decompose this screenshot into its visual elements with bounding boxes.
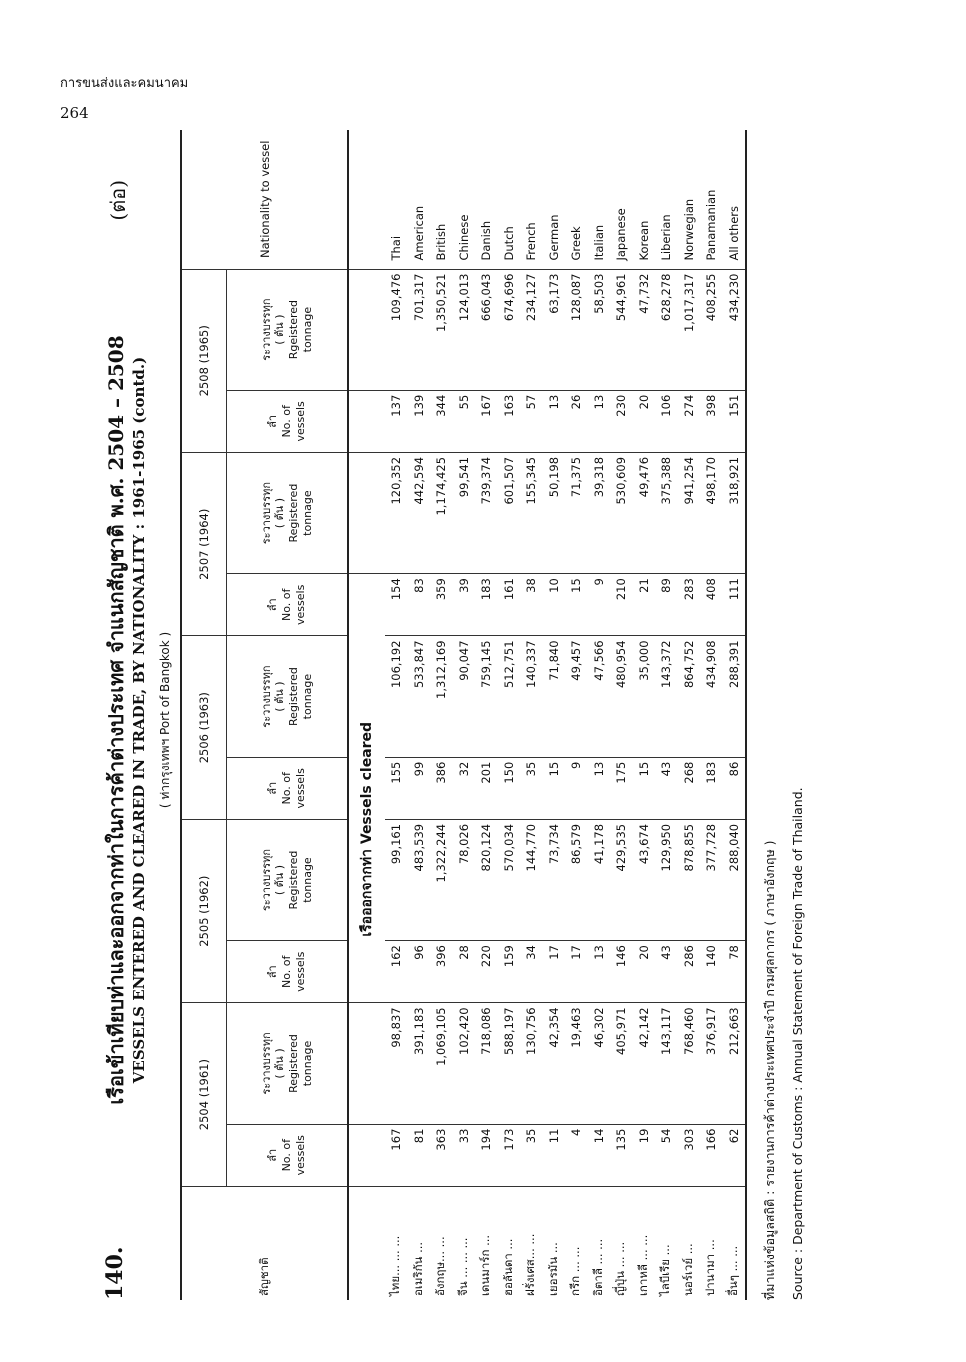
nationality-thai-cell: เดนมาร์ก ... [478,1234,493,1296]
table-title-english: VESSELS ENTERED AND CLEARED IN TRADE, BY NATIONALITY : 1961-1965 (contd.) [130,356,148,1084]
nationality-thai-header: สัญชาติ [181,1186,348,1300]
year-header: 2507 (1964) [181,452,227,635]
tonnage-cell: 212,663 [723,1003,747,1124]
tonnage-cell: 601,507 [498,452,521,573]
nationality-thai-cell: เยอรมัน ... [545,1242,560,1296]
tonnage-cell: 234,127 [520,269,543,390]
tonnage-cell: 864,752 [678,636,701,757]
tonnage-cell: 86,579 [565,819,588,940]
nationality-en-header: Nationality to vessel [181,130,348,269]
tonnage-cell: 155,345 [520,452,543,573]
tonnage-cell: 58,503 [588,269,611,390]
tonnage-cell: 674,696 [498,269,521,390]
tonnage-cell: 35,000 [633,636,656,757]
table-title-thai: เรือเข้าเทียบท่าและออกจากท่าในการค้าต่างประเทศ จำแนกสัญชาติ พ.ศ. 2504 – 2508 [104,335,128,1105]
tonnage-cell: 19,463 [565,1003,588,1124]
vessels-cell: 167 [475,390,498,452]
vessels-cell: 19 [633,1124,656,1186]
vessels-cell: 78 [723,941,747,1003]
vessels-cell: 408 [700,574,723,636]
table-row [723,130,747,1300]
vessels-cell: 398 [700,390,723,452]
nationality-thai-cell: ฮอลันดา ... [500,1238,515,1296]
nationality-en-cell: All others [723,130,747,269]
tonnage-cell: 124,013 [453,269,476,390]
tonnage-cell: 533,847 [408,636,431,757]
vessels-cell: 111 [723,574,747,636]
nationality-thai-cell: ไลบีเรีย ... [658,1244,673,1296]
table-row [588,130,611,1300]
vessels-cell: 163 [498,390,521,452]
vessels-cell: 35 [520,757,543,819]
vessels-cell: 28 [453,941,476,1003]
nationality-thai-cell: นอร์เวย์ ... [680,1243,695,1296]
vessels-cell: 201 [475,757,498,819]
nationality-thai-cell: อังกฤษ... ... [433,1236,448,1296]
vessels-cell: 9 [565,757,588,819]
tonnage-cell: 376,917 [700,1003,723,1124]
vessels-cell: 210 [610,574,633,636]
vessels-cell: 139 [408,390,431,452]
tonnage-cell: 480,954 [610,636,633,757]
tonnage-cell: 434,908 [700,636,723,757]
vessels-cell: 363 [430,1124,453,1186]
vessels-subheader: ลำ No. of vessels [227,941,349,1003]
tonnage-cell: 1,069,105 [430,1003,453,1124]
section-label: เรือออกจากท่า Vessels cleared [359,721,375,937]
tonnage-cell: 90,047 [453,636,476,757]
tonnage-cell: 49,476 [633,452,656,573]
vessels-cell: 274 [678,390,701,452]
tonnage-cell: 109,476 [385,269,408,390]
tonnage-cell: 78,026 [453,819,476,940]
vessels-cell: 15 [633,757,656,819]
vessels-cell: 13 [543,390,566,452]
vessels-cell: 13 [588,390,611,452]
nationality-en-cell: Chinese [453,130,476,269]
tonnage-cell: 375,388 [655,452,678,573]
table-row [520,130,543,1300]
nationality-en-cell: Panamanian [700,130,723,269]
vessels-cell: 17 [565,941,588,1003]
vessels-cell: 35 [520,1124,543,1186]
tonnage-cell: 99,541 [453,452,476,573]
vessels-cell: 43 [655,941,678,1003]
source-english: Source : Department of Customs : Annual Statement of Foreign Trade of Thailand. [790,787,805,1300]
tonnage-cell: 1,174,425 [430,452,453,573]
vessels-cell: 151 [723,390,747,452]
vessels-cell: 175 [610,757,633,819]
tonnage-cell: 71,840 [543,636,566,757]
tonnage-cell: 878,855 [678,819,701,940]
vessels-cell: 38 [520,574,543,636]
nationality-en-cell: Italian [588,130,611,269]
nationality-thai-cell: ฝรั่งเศส... ... [523,1233,538,1296]
vessels-cell: 83 [408,574,431,636]
nationality-thai-cell: ไทย... ... ... [388,1235,403,1296]
tonnage-cell: 498,170 [700,452,723,573]
nationality-en-cell: Korean [633,130,656,269]
tonnage-subheader: ระวางบรรทุก ( ตัน ) Registered tonnage [227,1003,349,1124]
nationality-thai-cell: เกาหลี ... ... [635,1234,650,1296]
tonnage-cell: 143,117 [655,1003,678,1124]
vessels-cell: 137 [385,390,408,452]
tonnage-cell: 129,950 [655,819,678,940]
tonnage-cell: 130,756 [520,1003,543,1124]
tonnage-cell: 288,391 [723,636,747,757]
tonnage-cell: 143,372 [655,636,678,757]
table-row [498,130,521,1300]
tonnage-cell: 701,317 [408,269,431,390]
vessels-cell: 220 [475,941,498,1003]
table-row [565,130,588,1300]
vessels-cell: 173 [498,1124,521,1186]
tonnage-cell: 1,322,244 [430,819,453,940]
table-row [610,130,633,1300]
vessels-cell: 161 [498,574,521,636]
vessels-cell: 154 [385,574,408,636]
nationality-thai-cell: อิตาลี ... ... [590,1238,605,1296]
tonnage-cell: 442,594 [408,452,431,573]
nationality-en-cell: German [543,130,566,269]
vessels-table [180,130,747,1300]
vessels-cell: 166 [700,1124,723,1186]
nationality-en-cell: American [408,130,431,269]
tonnage-cell: 588,197 [498,1003,521,1124]
vessels-cell: 106 [655,390,678,452]
tonnage-cell: 42,354 [543,1003,566,1124]
tonnage-cell: 405,971 [610,1003,633,1124]
vessels-cell: 396 [430,941,453,1003]
nationality-thai-cell: อื่นๆ ... ... [725,1245,740,1296]
tonnage-cell: 512,751 [498,636,521,757]
tonnage-cell: 71,375 [565,452,588,573]
source-thai: ที่มาแห่งข้อมูลสถิติ : รายงานการค้าต่างประเทศประจำปี กรมศุลกากร ( ภาษาอังกฤษ ) [762,840,777,1300]
table-number: 140. [102,1246,128,1300]
vessels-cell: 20 [633,390,656,452]
vessels-cell: 21 [633,574,656,636]
tonnage-cell: 530,609 [610,452,633,573]
vessels-cell: 359 [430,574,453,636]
vessels-cell: 286 [678,941,701,1003]
vessels-cell: 140 [700,941,723,1003]
vessels-cell: 11 [543,1124,566,1186]
tonnage-cell: 628,278 [655,269,678,390]
nationality-thai-cell: ปานามา ... [703,1239,718,1296]
nationality-thai-cell: ญี่ปุ่น ... ... [613,1241,628,1296]
tonnage-cell: 768,460 [678,1003,701,1124]
vessels-cell: 89 [655,574,678,636]
tonnage-cell: 666,043 [475,269,498,390]
vessels-cell: 55 [453,390,476,452]
table-row [678,130,701,1300]
table-title-contd: (ต่อ) [106,180,130,221]
tonnage-cell: 941,254 [678,452,701,573]
tonnage-cell: 47,566 [588,636,611,757]
table-row [430,130,453,1300]
tonnage-cell: 128,087 [565,269,588,390]
nationality-thai-cell: อเมริกัน ... [410,1241,425,1296]
vessels-cell: 9 [588,574,611,636]
nationality-en-cell: Thai [385,130,408,269]
vessels-cell: 15 [543,757,566,819]
tonnage-cell: 50,198 [543,452,566,573]
vessels-cell: 15 [565,574,588,636]
vessels-cell: 39 [453,574,476,636]
table-port: ( ท่ากรุงเทพฯ Port of Bangkok ) [158,631,172,809]
tonnage-cell: 1,312,169 [430,636,453,757]
tonnage-cell: 434,230 [723,269,747,390]
tonnage-cell: 288,040 [723,819,747,940]
vessels-subheader: ลำ No. of vessels [227,574,349,636]
vessels-cell: 13 [588,757,611,819]
table-row [475,130,498,1300]
table-row [700,130,723,1300]
section-title: การขนส่งและคมนาคม [60,76,189,91]
vessels-cell: 230 [610,390,633,452]
vessels-cell: 344 [430,390,453,452]
tonnage-cell: 39,318 [588,452,611,573]
vessels-cell: 14 [588,1124,611,1186]
tonnage-cell: 46,302 [588,1003,611,1124]
vessels-cell: 150 [498,757,521,819]
year-header: 2504 (1961) [181,1003,227,1186]
vessels-cell: 4 [565,1124,588,1186]
tonnage-cell: 391,183 [408,1003,431,1124]
vessels-cell: 386 [430,757,453,819]
vessels-cell: 20 [633,941,656,1003]
nationality-thai-cell: จีน ... ... ... [455,1237,470,1296]
nationality-en-cell: Danish [475,130,498,269]
table-body [348,130,746,1300]
vessels-cell: 268 [678,757,701,819]
vessels-cell: 135 [610,1124,633,1186]
year-header: 2506 (1963) [181,636,227,819]
tonnage-cell: 429,535 [610,819,633,940]
vessels-cell: 62 [723,1124,747,1186]
section-row [348,130,385,1300]
nationality-en-cell: Greek [565,130,588,269]
year-header: 2505 (1962) [181,819,227,1002]
vessels-cell: 162 [385,941,408,1003]
vessels-cell: 26 [565,390,588,452]
vessels-cell: 167 [385,1124,408,1186]
vessels-cell: 96 [408,941,431,1003]
tonnage-cell: 41,178 [588,819,611,940]
table-row [655,130,678,1300]
nationality-en-cell: Japanese [610,130,633,269]
vessels-cell: 81 [408,1124,431,1186]
tonnage-cell: 1,350,521 [430,269,453,390]
footnotes [760,787,815,1300]
table-row [385,130,408,1300]
tonnage-subheader: ระวางบรรทุก ( ตัน ) Rgeistered tonnage [227,269,349,390]
tonnage-cell: 73,734 [543,819,566,940]
vessels-cell: 57 [520,390,543,452]
vessels-cell: 32 [453,757,476,819]
rotated-table-page [100,130,820,1310]
nationality-en-cell: Norwegian [678,130,701,269]
tonnage-cell: 106,192 [385,636,408,757]
tonnage-cell: 47,732 [633,269,656,390]
tonnage-cell: 49,457 [565,636,588,757]
tonnage-cell: 718,086 [475,1003,498,1124]
nationality-thai-cell: กรีก ... ... [568,1246,583,1296]
table-row [543,130,566,1300]
tonnage-cell: 144,770 [520,819,543,940]
vessels-cell: 146 [610,941,633,1003]
tonnage-cell: 140,337 [520,636,543,757]
vessels-cell: 13 [588,941,611,1003]
tonnage-cell: 99,161 [385,819,408,940]
tonnage-subheader: ระวางบรรทุก ( ตัน ) Registered tonnage [227,636,349,757]
tonnage-cell: 120,352 [385,452,408,573]
vessels-cell: 10 [543,574,566,636]
vessels-cell: 33 [453,1124,476,1186]
vessels-cell: 283 [678,574,701,636]
year-header: 2508 (1965) [181,269,227,452]
vessels-cell: 43 [655,757,678,819]
tonnage-cell: 377,728 [700,819,723,940]
tonnage-cell: 544,961 [610,269,633,390]
tonnage-cell: 98,837 [385,1003,408,1124]
vessels-subheader: ลำ No. of vessels [227,390,349,452]
tonnage-cell: 42,142 [633,1003,656,1124]
vessels-cell: 159 [498,941,521,1003]
nationality-en-cell: French [520,130,543,269]
vessels-cell: 183 [700,757,723,819]
nationality-en-cell: British [430,130,453,269]
vessels-cell: 183 [475,574,498,636]
table-row [453,130,476,1300]
vessels-cell: 34 [520,941,543,1003]
tonnage-subheader: ระวางบรรทุก ( ตัน ) Registered tonnage [227,819,349,940]
vessels-cell: 303 [678,1124,701,1186]
nationality-en-cell: Dutch [498,130,521,269]
tonnage-cell: 759,145 [475,636,498,757]
tonnage-cell: 102,420 [453,1003,476,1124]
vessels-cell: 155 [385,757,408,819]
vessels-cell: 17 [543,941,566,1003]
nationality-en-cell: Liberian [655,130,678,269]
tonnage-cell: 739,374 [475,452,498,573]
tonnage-subheader: ระวางบรรทุก ( ตัน ) Registered tonnage [227,452,349,573]
page-number: 264 [60,104,89,122]
tonnage-cell: 318,921 [723,452,747,573]
tonnage-cell: 570,034 [498,819,521,940]
tonnage-cell: 408,255 [700,269,723,390]
vessels-subheader: ลำ No. of vessels [227,1124,349,1186]
vessels-subheader: ลำ No. of vessels [227,757,349,819]
table-header [181,130,348,1300]
tonnage-cell: 43,674 [633,819,656,940]
tonnage-cell: 820,124 [475,819,498,940]
table-row [633,130,656,1300]
vessels-cell: 54 [655,1124,678,1186]
vessels-cell: 86 [723,757,747,819]
tonnage-cell: 63,173 [543,269,566,390]
vessels-cell: 99 [408,757,431,819]
tonnage-cell: 1,017,317 [678,269,701,390]
tonnage-cell: 483,539 [408,819,431,940]
table-row [408,130,431,1300]
vessels-cell: 194 [475,1124,498,1186]
